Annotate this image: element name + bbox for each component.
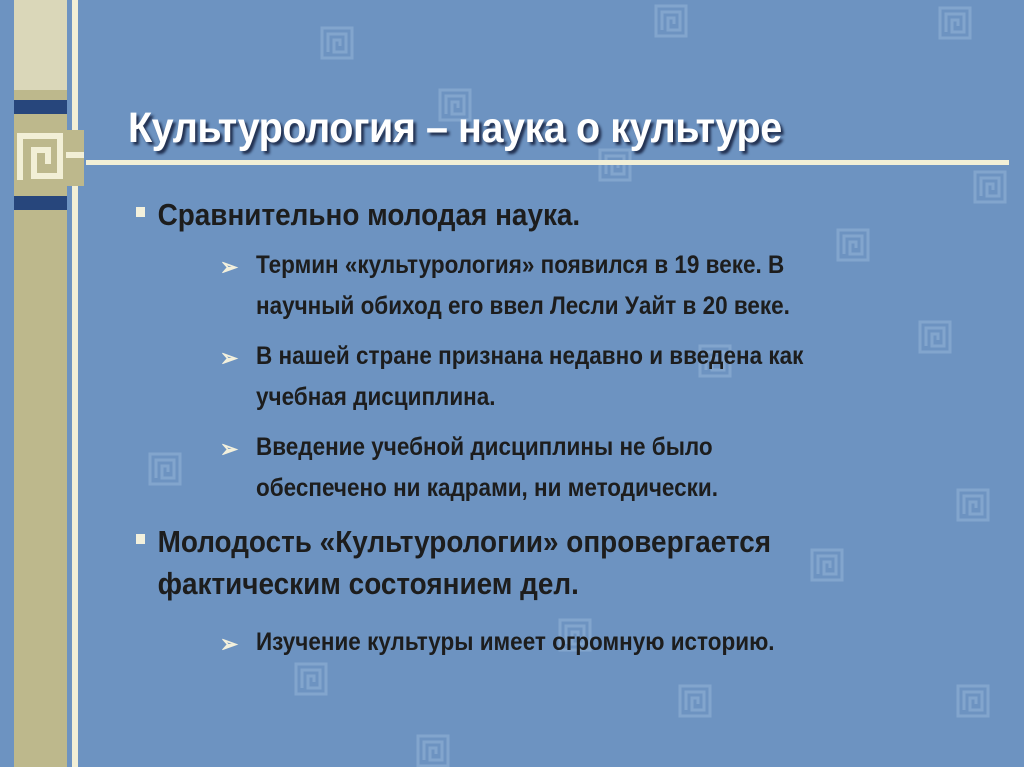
arrow-bullet-icon: ➢ — [220, 631, 239, 658]
left-olive-band — [14, 0, 67, 767]
navy-bar-bottom — [14, 196, 67, 210]
arrow-bullet-icon: ➢ — [220, 436, 239, 463]
list-item: ➢ Изучение культуры имеет огромную историю. — [220, 622, 922, 663]
meander-ornament-icon — [14, 130, 84, 186]
left-light-band — [14, 0, 67, 90]
list-item: ➢ Введение учебной дисциплины не было обеспечено ни кадрами, ни методически. — [220, 427, 922, 509]
slide-title: Культурология – наука о культуре — [128, 104, 782, 152]
arrow-bullet-icon: ➢ — [220, 254, 239, 281]
list-item: ➢ Термин «культурология» появился в 19 веке. В научный обиход его ввел Лесли Уайт в 20 веке. — [220, 245, 922, 327]
square-bullet-icon — [136, 534, 145, 544]
left-vertical-rule — [72, 0, 78, 767]
list-item: Молодость «Культурологии» опровергается фактическим состоянием дел. — [136, 521, 892, 605]
list-item: Сравнительно молодая наука. — [136, 194, 892, 236]
navy-bar-top — [14, 100, 67, 114]
square-bullet-icon — [136, 207, 145, 217]
list-item: ➢ В нашей стране признана недавно и введена как учебная дисциплина. — [220, 336, 922, 418]
arrow-bullet-icon: ➢ — [220, 345, 239, 372]
title-underline — [86, 160, 1009, 165]
